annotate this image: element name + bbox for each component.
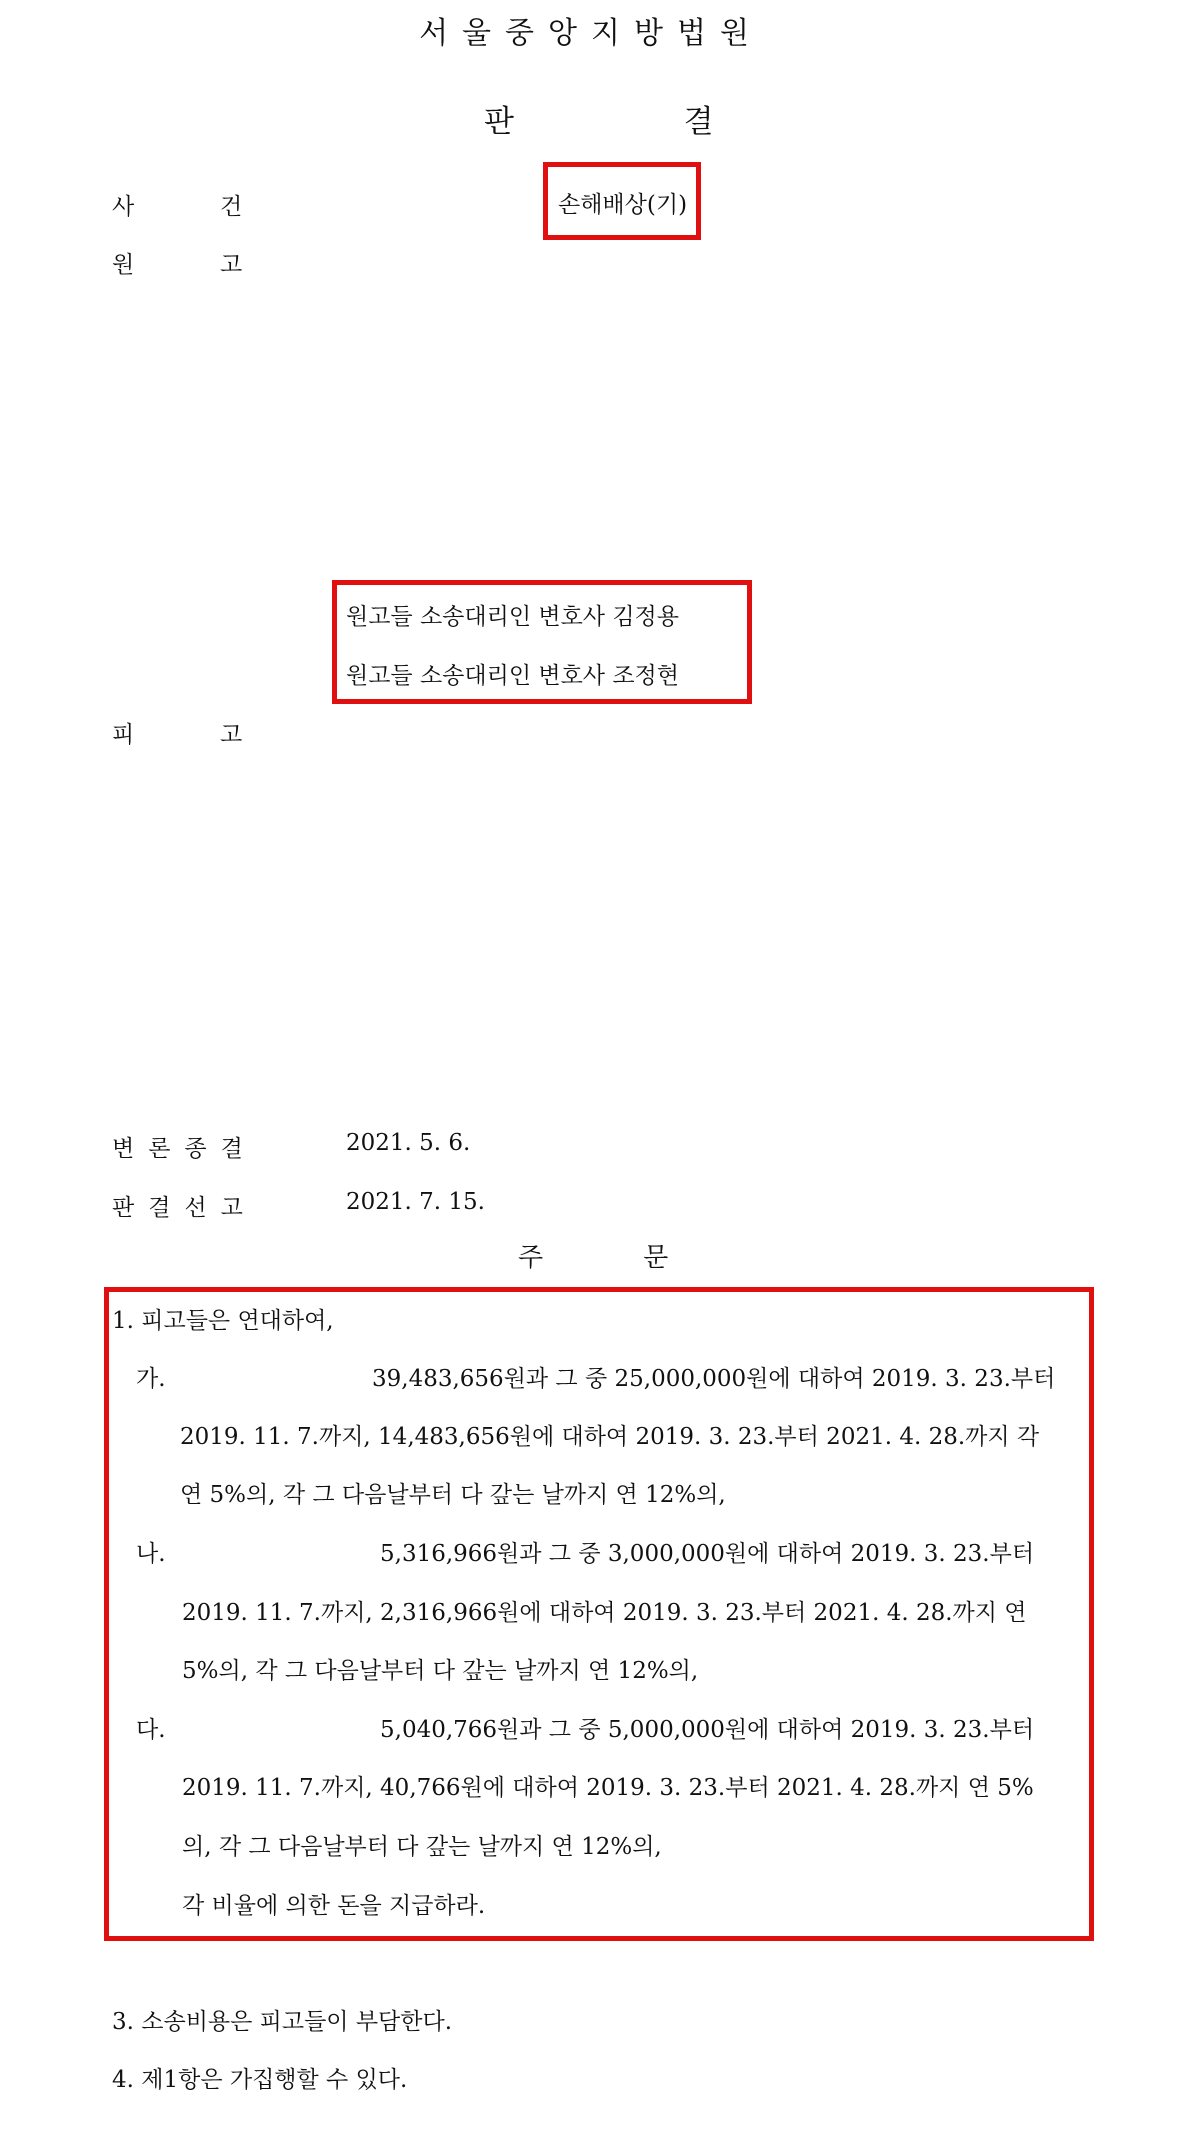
order-c-line-2: 2019. 11. 7.까지, 40,766원에 대하여 2019. 3. 23.부터 2021. 4. 28.까지 연 5% (182, 1775, 1034, 1801)
order-item-4: 4. 제1항은 가집행할 수 있다. (112, 2067, 408, 2093)
title-right: 결 (683, 104, 714, 140)
order-c-line-1: 5,040,766원과 그 중 5,000,000원에 대하여 2019. 3. 23.부터 (380, 1717, 1035, 1743)
order-b-line-3: 5%의, 각 그 다음날부터 다 갚는 날까지 연 12%의, (182, 1658, 699, 1684)
order-b-line-1: 5,316,966원과 그 중 3,000,000원에 대하여 2019. 3. 23.부터 (380, 1541, 1035, 1567)
closing-date: 2021. 5. 6. (346, 1130, 471, 1156)
order-item-3: 3. 소송비용은 피고들이 부담한다. (112, 2009, 453, 2035)
defendant-label: 피 고 (112, 722, 243, 748)
title-left: 판 (484, 104, 514, 140)
order-a-line-2: 2019. 11. 7.까지, 14,483,656원에 대하여 2019. 3. 23.부터 2021. 4. 28.까지 각 (180, 1424, 1040, 1450)
order-item-1: 1. 피고들은 연대하여, (112, 1308, 334, 1334)
court-name: 서울중앙지방법원 (419, 16, 763, 51)
order-c-line-3: 의, 각 그 다음날부터 다 갚는 날까지 연 12%의, (182, 1834, 662, 1860)
plaintiff-label: 원 고 (112, 252, 243, 278)
order-a-line-3: 연 5%의, 각 그 다음날부터 다 갚는 날까지 연 12%의, (180, 1482, 726, 1508)
counsel-line-2: 원고들 소송대리인 변호사 조정현 (346, 663, 679, 689)
ruling-date: 2021. 7. 15. (346, 1189, 485, 1215)
ruling-label: 판결선고 (112, 1195, 257, 1221)
case-label: 사 건 (112, 194, 243, 220)
order-a-marker: 가. (136, 1366, 166, 1392)
order-b-line-2: 2019. 11. 7.까지, 2,316,966원에 대하여 2019. 3. 23.부터 2021. 4. 28.까지 연 (182, 1600, 1027, 1626)
counsel-line-1: 원고들 소송대리인 변호사 김정용 (346, 604, 679, 630)
document-title (484, 96, 714, 141)
order-b-marker: 나. (136, 1541, 166, 1567)
closing-label: 변론종결 (112, 1136, 257, 1162)
order-c-marker: 다. (136, 1717, 166, 1743)
order-closing: 각 비율에 의한 돈을 지급하라. (182, 1893, 486, 1919)
order-heading: 주 문 (518, 1243, 669, 1273)
case-value: 손해배상(기) (558, 192, 688, 218)
order-a-line-1: 39,483,656원과 그 중 25,000,000원에 대하여 2019. 3. 23.부터 (372, 1366, 1056, 1392)
